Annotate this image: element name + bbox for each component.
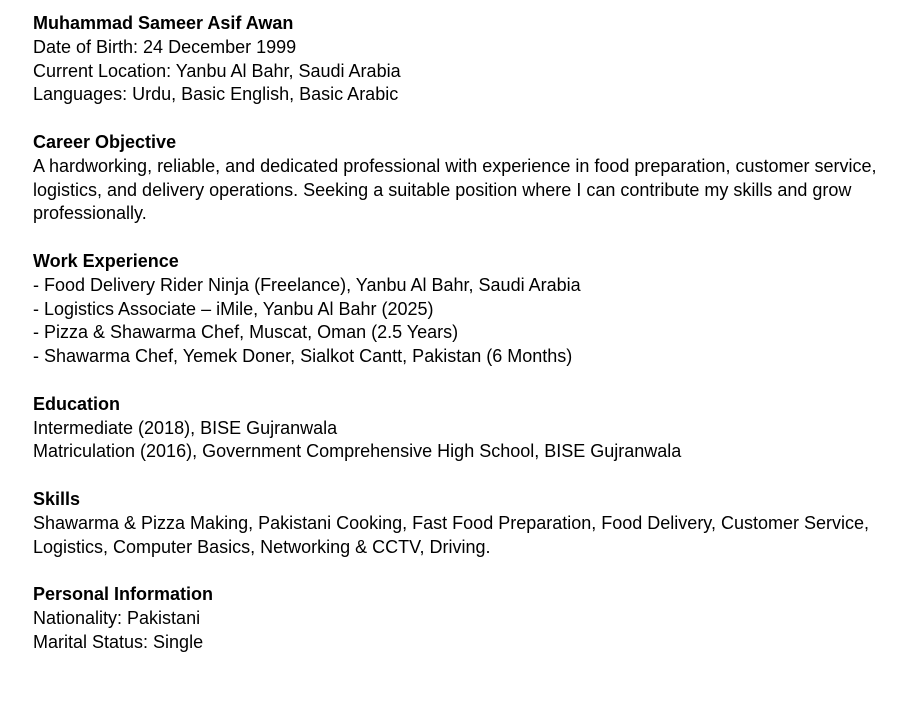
- marital-status: Marital Status: Single: [33, 631, 204, 652]
- skills-heading: Skills: [33, 488, 81, 509]
- header-section: [33, 12, 893, 107]
- date-of-birth: Date of Birth: 24 December 1999: [33, 36, 297, 57]
- personal-information-section: [33, 583, 893, 654]
- spacer: [33, 226, 893, 250]
- career-objective-heading: Career Objective: [33, 131, 177, 152]
- current-location: Current Location: Yanbu Al Bahr, Saudi Arabia: [33, 60, 401, 81]
- candidate-name: Muhammad Sameer Asif Awan: [33, 13, 294, 33]
- spacer: [33, 559, 893, 583]
- spacer: [33, 369, 893, 393]
- skills-text: Shawarma & Pizza Making, Pakistani Cooking, Fast Food Preparation, Food Delivery, Customer Service, Logistics, Computer Basics, Networking & CCTV, Driving.: [33, 512, 870, 557]
- education-section: [33, 393, 893, 464]
- work-experience-item: - Food Delivery Rider Ninja (Freelance), Yanbu Al Bahr, Saudi Arabia: [33, 274, 581, 295]
- personal-information-heading: Personal Information: [33, 584, 214, 605]
- work-experience-item: - Pizza & Shawarma Chef, Muscat, Oman (2.5 Years): [33, 322, 459, 343]
- resume-document: [33, 12, 893, 655]
- nationality: Nationality: Pakistani: [33, 607, 201, 628]
- education-heading: Education: [33, 393, 121, 414]
- career-objective-text: A hardworking, reliable, and dedicated professional with experience in food preparation, customer service, logistics, and delivery operations. Seeking a suitable position where I can contribute my skills and grow professionally.: [33, 155, 877, 224]
- career-objective-section: [33, 131, 893, 226]
- work-experience-section: [33, 250, 893, 369]
- work-experience-item: - Logistics Associate – iMile, Yanbu Al Bahr (2025): [33, 298, 434, 319]
- spacer: [33, 464, 893, 488]
- skills-section: [33, 488, 893, 559]
- work-experience-item: - Shawarma Chef, Yemek Doner, Sialkot Cantt, Pakistan (6 Months): [33, 346, 573, 367]
- spacer: [33, 107, 893, 131]
- work-experience-heading: Work Experience: [33, 250, 179, 271]
- education-item: Matriculation (2016), Government Comprehensive High School, BISE Gujranwala: [33, 441, 682, 462]
- education-item: Intermediate (2018), BISE Gujranwala: [33, 417, 338, 438]
- languages: Languages: Urdu, Basic English, Basic Arabic: [33, 84, 399, 105]
